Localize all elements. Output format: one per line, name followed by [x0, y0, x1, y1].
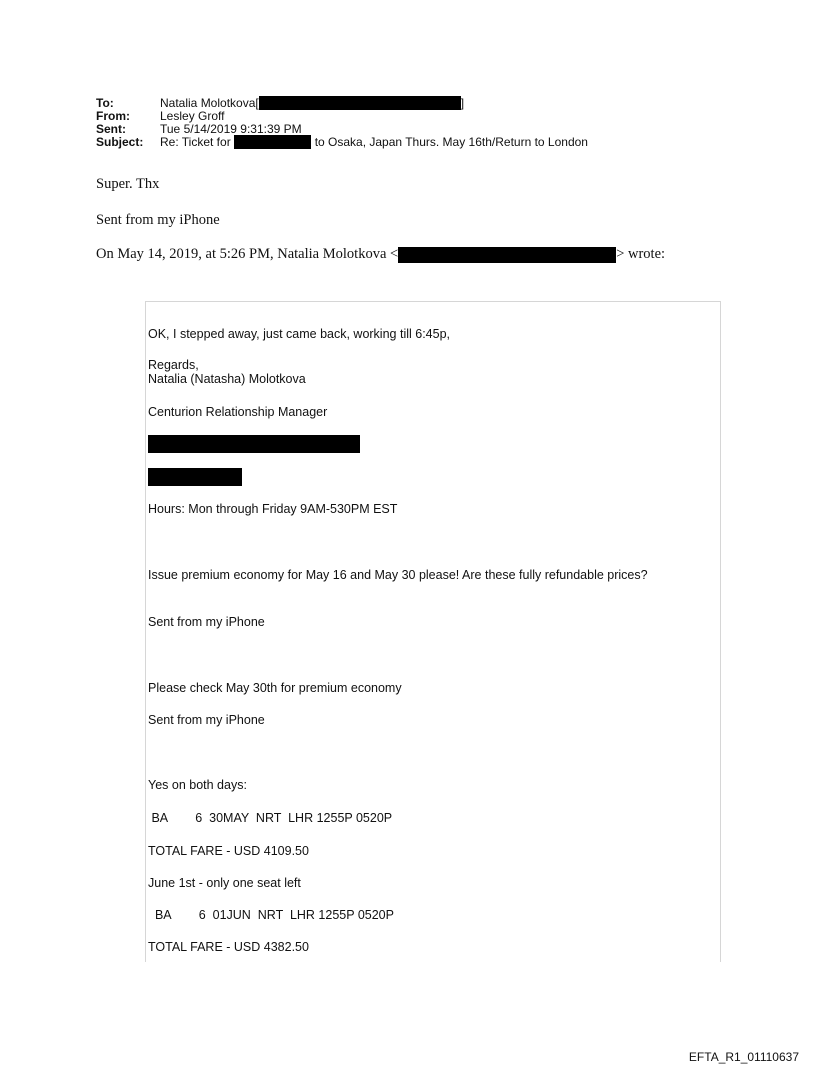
total-fare-1: TOTAL FARE - USD 4109.50 — [148, 844, 309, 858]
to-label: To: — [96, 95, 114, 110]
redacted-block — [148, 468, 242, 486]
sender-title: Centurion Relationship Manager — [148, 405, 328, 419]
redacted-block — [259, 96, 461, 110]
on-wrote-prefix: On May 14, 2019, at 5:26 PM, Natalia Molotkova < — [96, 246, 399, 262]
email-header — [96, 96, 588, 149]
reply-text: Super. Thx — [96, 176, 160, 192]
reply-signature: Sent from my iPhone — [96, 212, 220, 228]
sent-label: Sent: — [96, 121, 126, 136]
sent-row — [96, 123, 588, 136]
subject-before: Re: Ticket for — [160, 134, 231, 149]
from-label: From: — [96, 109, 130, 123]
check-request: Please check May 30th for premium economy — [148, 681, 402, 695]
quoted-signature-1: Sent from my iPhone — [148, 615, 265, 629]
flight-line-2: BA 6 01JUN NRT LHR 1255P 0520P — [148, 908, 394, 922]
to-row — [96, 96, 588, 110]
flight-line-1: BA 6 30MAY NRT LHR 1255P 0520P — [148, 811, 393, 825]
on-wrote-suffix: > wrote: — [616, 246, 666, 262]
hours: Hours: Mon through Friday 9AM-530PM EST — [148, 502, 398, 516]
on-wrote-line — [96, 246, 665, 263]
to-close: ] — [460, 95, 465, 110]
to-name: Natalia Molotkova[ — [160, 95, 259, 110]
quoted-line1: OK, I stepped away, just came back, working till 6:45p, — [148, 327, 450, 341]
from-value: Lesley Groff — [160, 109, 225, 123]
subject-after: to Osaka, Japan Thurs. May 16th/Return to London — [314, 134, 588, 149]
issue-request: Issue premium economy for May 16 and May 30 please! Are these fully refundable prices? — [148, 568, 648, 582]
regards: Regards, — [148, 358, 199, 372]
redacted-block — [398, 247, 616, 263]
total-fare-2: TOTAL FARE - USD 4382.50 — [148, 940, 309, 954]
redacted-block — [148, 435, 360, 453]
redacted-block — [234, 135, 311, 149]
sent-value: Tue 5/14/2019 9:31:39 PM — [160, 121, 302, 136]
seat-note: June 1st - only one seat left — [148, 876, 301, 890]
availability-note: Yes on both days: — [148, 778, 247, 792]
document-id: EFTA_R1_01110637 — [688, 1050, 799, 1064]
sender-name: Natalia (Natasha) Molotkova — [148, 372, 306, 386]
quoted-message — [145, 301, 721, 962]
subject-row — [96, 135, 588, 149]
quoted-signature-2: Sent from my iPhone — [148, 713, 265, 727]
from-row — [96, 110, 588, 123]
subject-label: Subject: — [96, 134, 144, 149]
